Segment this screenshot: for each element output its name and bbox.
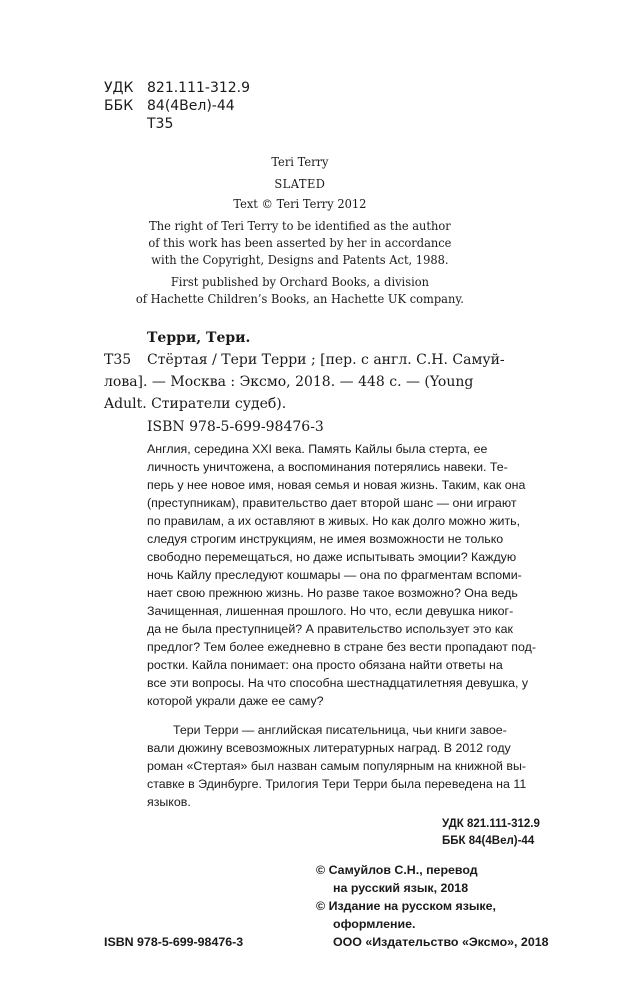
copyright-translation-line-1: © Самуйлов С.Н., перевод <box>316 863 478 877</box>
annotation-line: свободно перемещаться, но даже испытывать эмоции? Каждую <box>147 550 517 564</box>
author-mark: Т35 <box>147 116 174 132</box>
annotation-line: перь у нее новое имя, новая семья и новая жизнь. Таким, как она <box>147 478 526 492</box>
bio-line: роман «Стертая» был назван самым популярным на книжной вы- <box>147 759 527 773</box>
publisher-line-1: First published by Orchard Books, a division <box>170 275 429 289</box>
rights-line-2: of this work has been asserted by her in accordance <box>148 236 452 250</box>
udk-value: 821.111-312.9 <box>147 80 251 96</box>
footer-udk: УДК 821.111-312.9 <box>442 818 540 830</box>
annotation-line: да не была преступницей? А правительство использует это как <box>147 622 513 636</box>
copyright-edition-line-1: © Издание на русском языке, <box>316 899 496 913</box>
bbk-label: ББК <box>104 98 134 114</box>
annotation-line: (преступникам), правительство дает второй шанс — они играют <box>147 496 517 510</box>
copyright-translation-line-2: на русский язык, 2018 <box>333 881 469 895</box>
annotation-line: предлог? Тем более ежедневно в стране без вести пропадают под- <box>147 640 536 654</box>
annotation-line: которой украли даже ее саму? <box>147 694 324 708</box>
rights-line-1: The right of Teri Terry to be identified as the author <box>149 219 451 233</box>
bio-line: ставке в Эдинбурге. Трилогия Тери Терри была переведена на 11 <box>147 777 527 791</box>
catalog-entry-line-2: лова]. — Москва : Эксмо, 2018. — 448 с. — (Young <box>104 374 474 390</box>
bio-line: Тери Терри — английская писательница, чьи книги завое- <box>173 723 507 737</box>
copyright-edition-line-2: оформление. <box>333 917 416 931</box>
bbk-value: 84(4Вел)-44 <box>147 98 235 114</box>
catalog-entry-line-1: Стёртая / Тери Терри ; [пер. с англ. С.Н. Самуй- <box>147 352 505 368</box>
annotation-line: Зачищенная, лишенная прошлого. Но что, если девушка никог- <box>147 604 514 618</box>
catalog-heading: Терри, Тери. <box>147 330 251 346</box>
rights-line-3: with the Copyright, Designs and Patents Act, 1988. <box>151 253 449 267</box>
publisher-line-2: of Hachette Children’s Books, an Hachette UK company. <box>135 292 464 306</box>
original-title: SLATED <box>274 177 326 191</box>
bio-line: языков. <box>147 795 191 809</box>
catalog-entry-line-3: Adult. Стиратели судеб). <box>104 396 287 412</box>
annotation-line: Англия, середина XXI века. Память Кайлы была стерта, ее <box>147 442 488 456</box>
udk-label: УДК <box>104 80 134 96</box>
annotation-line: следуя строгим инструкциям, не имея возможности не только <box>147 532 504 546</box>
catalog-isbn: ISBN 978-5-699-98476-3 <box>147 419 324 435</box>
catalog-mark: Т35 <box>104 352 132 368</box>
annotation-line: нает свою прежнюю жизнь. Но разве такое возможно? Она ведь <box>147 586 518 600</box>
copyright-publisher: ООО «Издательство «Эксмо», 2018 <box>333 935 549 949</box>
bottom-isbn: ISBN 978-5-699-98476-3 <box>104 935 244 949</box>
annotation-line: по правилам, а их оставляют в живых. Но как долго можно жить, <box>147 514 521 528</box>
bio-line: вали дюжину всевозможных литературных наград. В 2012 году <box>147 741 511 755</box>
footer-bbk: ББК 84(4Вел)-44 <box>442 835 535 847</box>
annotation-line: ночь Кайлу преследуют кошмары — она по фрагментам вспоми- <box>147 568 522 582</box>
annotation-line: все эти вопросы. На что способна шестнадцатилетняя девушка, у <box>147 676 529 690</box>
original-copyright: Text © Teri Terry 2012 <box>233 197 367 211</box>
annotation-line: личность уничтожена, а воспоминания потерялись навеки. Те- <box>147 460 508 474</box>
original-author: Teri Terry <box>271 155 329 169</box>
annotation-line: ростки. Кайла понимает: она просто обязана найти ответы на <box>147 658 503 672</box>
